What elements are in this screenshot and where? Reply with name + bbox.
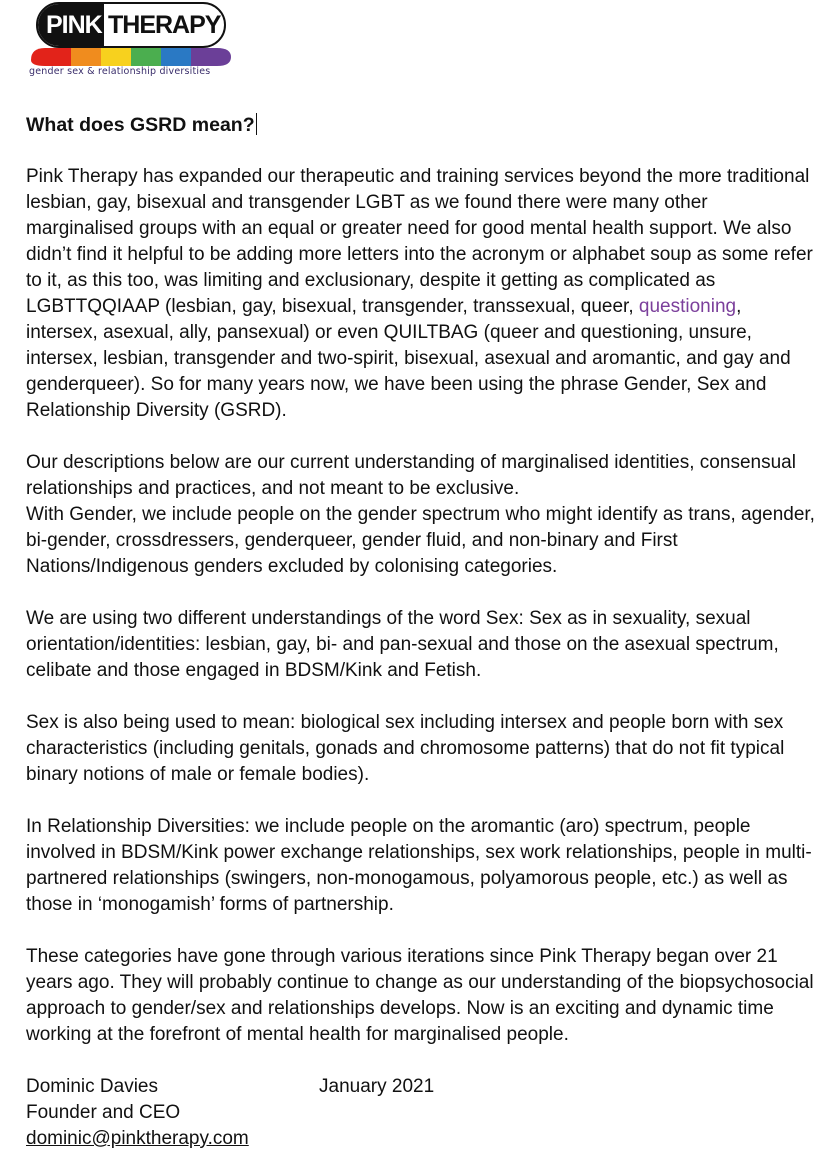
document-body	[26, 112, 816, 1152]
signature-block	[26, 1074, 816, 1152]
text-cursor	[256, 113, 257, 135]
paragraph-descriptions: Our descriptions below are our current understanding of marginalised identities, consensual relationships and practices, and not meant to be exclusive.	[26, 452, 796, 499]
logo-word-pink: PINK	[46, 11, 102, 39]
page-title	[26, 112, 816, 138]
pink-therapy-logo	[27, 2, 237, 82]
signature-title: Founder and CEO	[26, 1102, 181, 1123]
questioning-link[interactable]: questioning	[638, 296, 737, 317]
signature-name: Dominic Davies	[26, 1076, 158, 1097]
paragraph-categories: These categories have gone through various iterations since Pink Therapy began over 21 years ago. They will probably continue to change as our understanding of the biopsychosocial approach to gender/sex and relationships develops. Now is an exciting and dynamic time working at the forefront of mental health for marginalised people.	[26, 946, 814, 1045]
logo-wordmark	[36, 2, 226, 48]
email-link[interactable]: dominic@pinktherapy.com	[26, 1128, 249, 1149]
paragraph-sex-biological: Sex is also being used to mean: biological sex including intersex and people born with sex characteristics (including genitals, gonads and chromosome patterns) that do not fit typical binary notions of male or female bodies).	[26, 712, 785, 785]
paragraph-sex-sexuality: We are using two different understandings of the word Sex: Sex as in sexuality, sexual orientation/identities: lesbian, gay, bi- and pan-sexual and those on the asexual spectrum, celibate and those engaged in BDSM/Kink and Fetish.	[26, 608, 779, 681]
logo-tagline: gender sex & relationship diversities	[29, 66, 211, 77]
signature-date: January 2021	[319, 1076, 435, 1097]
paragraph-relationship: In Relationship Diversities: we include people on the aromantic (aro) spectrum, people involved in BDSM/Kink power exchange relationships, sex work relationships, people in multi-partnered relationships (swingers, non-monogamous, polyamorous people, etc.) as well as those in ‘monogamish’ forms of partnership.	[26, 816, 812, 915]
paragraph-intro-part1: Pink Therapy has expanded our therapeutic and training services beyond the more traditional lesbian, gay, bisexual and transgender LGBT as we found there were many other marginalised groups with an equal or greater need for good mental health support. We also didn’t find it helpful to be adding more letters into the acronym or alphabet soup as some refer to it, as this too, was limiting and exclusionary, despite it getting as complicated as LGBTTQQIAAP (lesbian, gay, bisexual, transgender, transsexual, queer,	[26, 166, 813, 317]
paragraph-intro-part2: , intersex, asexual, ally, pansexual) or even QUILTBAG (queer and questioning, unsure, intersex, lesbian, transgender and two-spirit, bisexual, asexual and aromantic, and gay and genderqueer). So for many years now, we have been using the phrase Gender, Sex and Relationship Diversity (GSRD).	[26, 296, 791, 421]
heading-text: What does GSRD mean?	[26, 114, 255, 136]
paragraph-intro	[26, 164, 816, 424]
paragraph-gender: With Gender, we include people on the gender spectrum who might identify as trans, agender, bi-gender, crossdressers, genderqueer, gender fluid, and non-binary and First Nations/Indigenous genders excluded by colonising categories.	[26, 504, 815, 577]
logo-word-therapy: THERAPY	[108, 11, 221, 39]
